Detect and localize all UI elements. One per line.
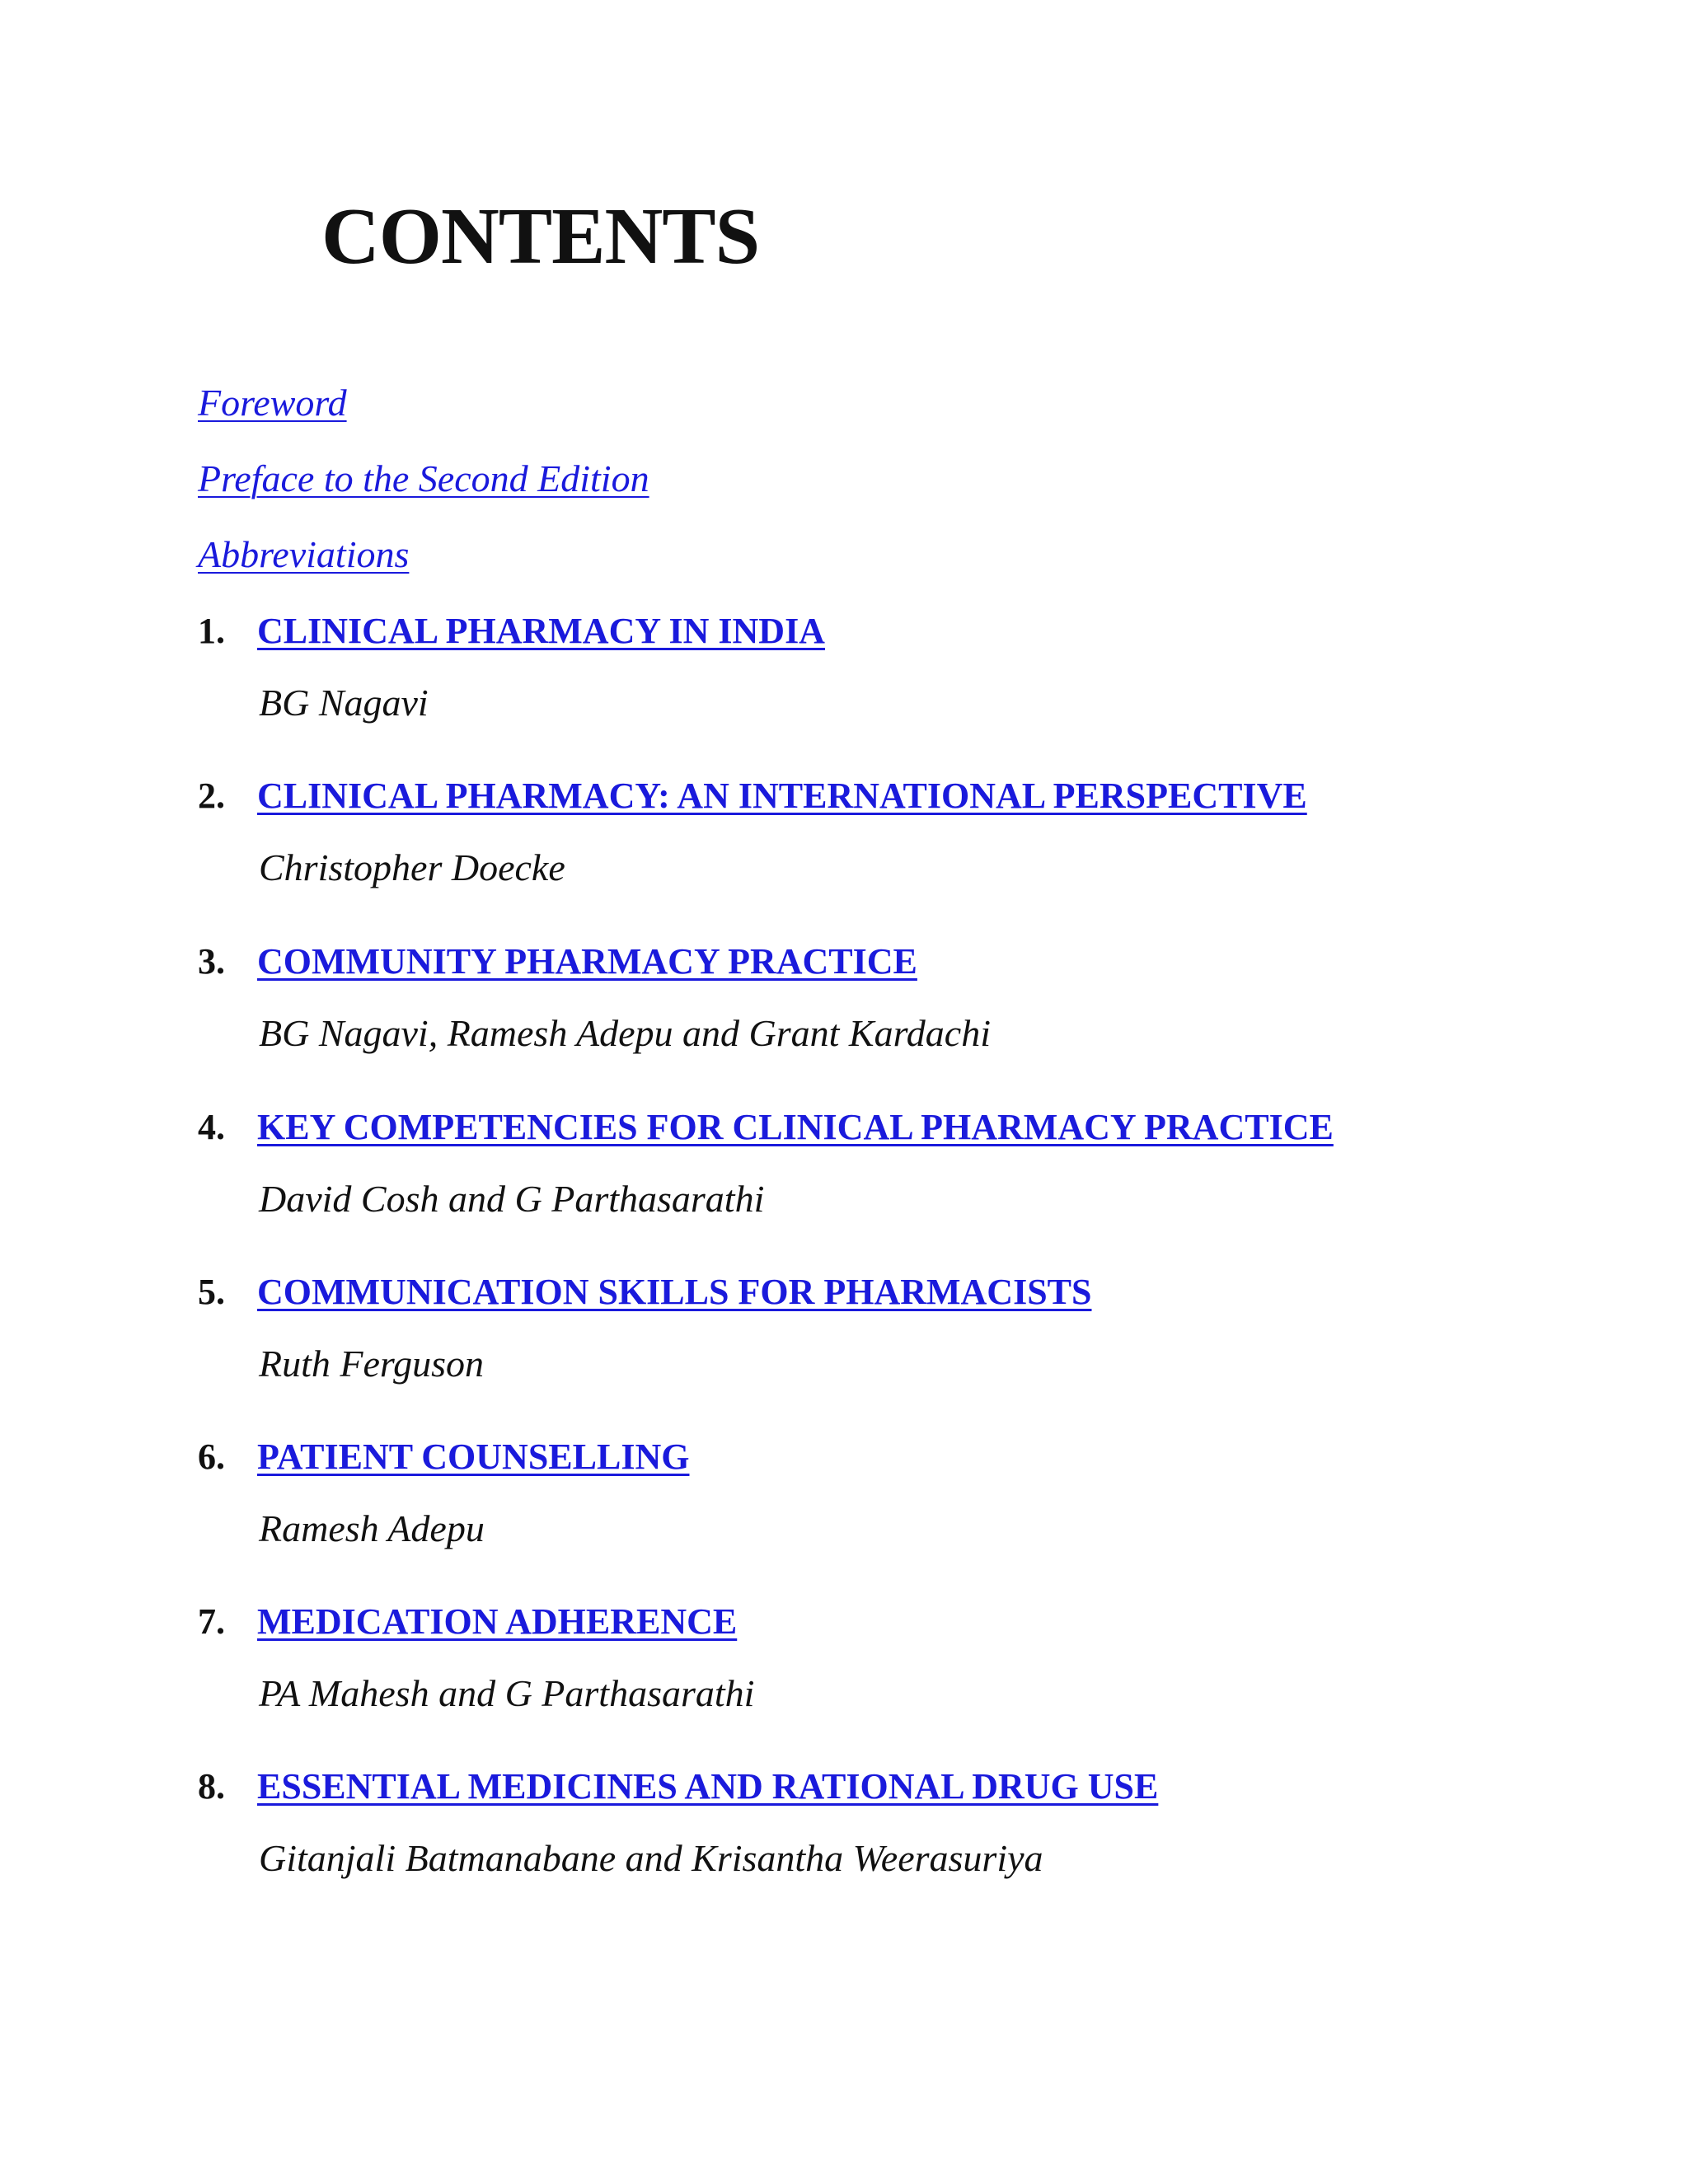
chapter-number: 3. bbox=[198, 941, 225, 982]
page-title: CONTENTS bbox=[321, 192, 760, 281]
chapter-link-6[interactable]: PATIENT COUNSELLING bbox=[257, 1436, 690, 1477]
link-abbreviations[interactable]: Abbreviations bbox=[198, 533, 410, 575]
chapter-link-4[interactable]: KEY COMPETENCIES FOR CLINICAL PHARMACY PRACTICE bbox=[257, 1107, 1334, 1147]
chapter-number: 6. bbox=[198, 1436, 225, 1477]
link-foreword[interactable]: Foreword bbox=[198, 382, 347, 424]
chapter-authors: BG Nagavi bbox=[259, 682, 429, 724]
chapter-authors: Ramesh Adepu bbox=[259, 1507, 485, 1549]
chapter-link-7[interactable]: MEDICATION ADHERENCE bbox=[257, 1601, 738, 1642]
chapter-authors: BG Nagavi, Ramesh Adepu and Grant Kardachi bbox=[259, 1012, 991, 1054]
chapter-authors: David Cosh and G Parthasarathi bbox=[259, 1178, 765, 1220]
chapter-link-1[interactable]: CLINICAL PHARMACY IN INDIA bbox=[257, 611, 825, 651]
chapter-link-3[interactable]: COMMUNITY PHARMACY PRACTICE bbox=[257, 941, 917, 982]
chapter-authors: Gitanjali Batmanabane and Krisantha Weerasuriya bbox=[259, 1837, 1043, 1879]
chapter-link-2[interactable]: CLINICAL PHARMACY: AN INTERNATIONAL PERSPECTIVE bbox=[257, 776, 1307, 816]
chapter-number: 4. bbox=[198, 1107, 225, 1147]
link-preface[interactable]: Preface to the Second Edition bbox=[198, 457, 649, 499]
chapter-authors: Ruth Ferguson bbox=[259, 1343, 484, 1385]
chapter-number: 2. bbox=[198, 776, 225, 816]
chapter-authors: PA Mahesh and G Parthasarathi bbox=[259, 1672, 755, 1714]
chapter-link-8[interactable]: ESSENTIAL MEDICINES AND RATIONAL DRUG USE bbox=[257, 1766, 1159, 1807]
chapter-number: 5. bbox=[198, 1272, 225, 1312]
chapter-authors: Christopher Doecke bbox=[259, 846, 565, 888]
chapter-link-5[interactable]: COMMUNICATION SKILLS FOR PHARMACISTS bbox=[257, 1272, 1092, 1312]
chapter-number: 7. bbox=[198, 1601, 225, 1642]
chapter-number: 8. bbox=[198, 1766, 225, 1807]
chapter-number: 1. bbox=[198, 611, 225, 651]
